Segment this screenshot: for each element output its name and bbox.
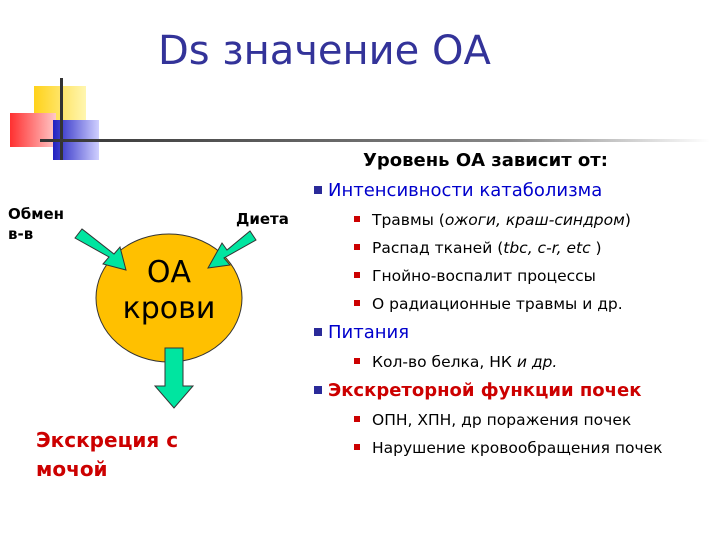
factor-kidney-excretion [314,379,714,403]
sub-item: Травмы (ожоги, краш-синдром) [314,209,714,231]
square-bullet-icon [314,186,322,194]
metabolism-label: Обмен в-в [8,205,65,243]
red-bullet-icon [354,300,360,306]
sub-item: ОПН, ХПН, др поражения почек [314,409,714,431]
factor-nutrition [314,321,714,345]
red-bullet-icon [354,416,360,422]
excretion-label: Экскреция с мочой [36,428,179,481]
red-bullet-icon [354,272,360,278]
sub-item: Кол-во белка, НК и др. [314,351,714,373]
factor-label: Интенсивности катаболизма [328,180,603,201]
diet-label: Диета [236,210,289,228]
factor-label: Питания [328,322,410,343]
red-bullet-icon [354,216,360,222]
red-bullet-icon [354,358,360,364]
sub-item: Распад тканей (tbc, c-r, etc ) [314,237,714,259]
red-bullet-icon [354,444,360,450]
sub-item: Нарушение кровообращения почек [314,437,714,459]
factor-label: Экскреторной функции почек [328,380,642,401]
red-bullet-icon [354,244,360,250]
sub-item: Гнойно-воспалит процессы [314,265,714,287]
square-bullet-icon [314,386,322,394]
factor-catabolism [314,179,714,203]
slide-title: Ds значение ОА [158,28,491,74]
square-bullet-icon [314,328,322,336]
circle-label: ОА крови [122,255,216,326]
list-heading: Уровень ОА зависит от: [363,150,608,171]
factors-list [314,150,714,465]
sub-item: О радиационные травмы и др. [314,293,714,315]
